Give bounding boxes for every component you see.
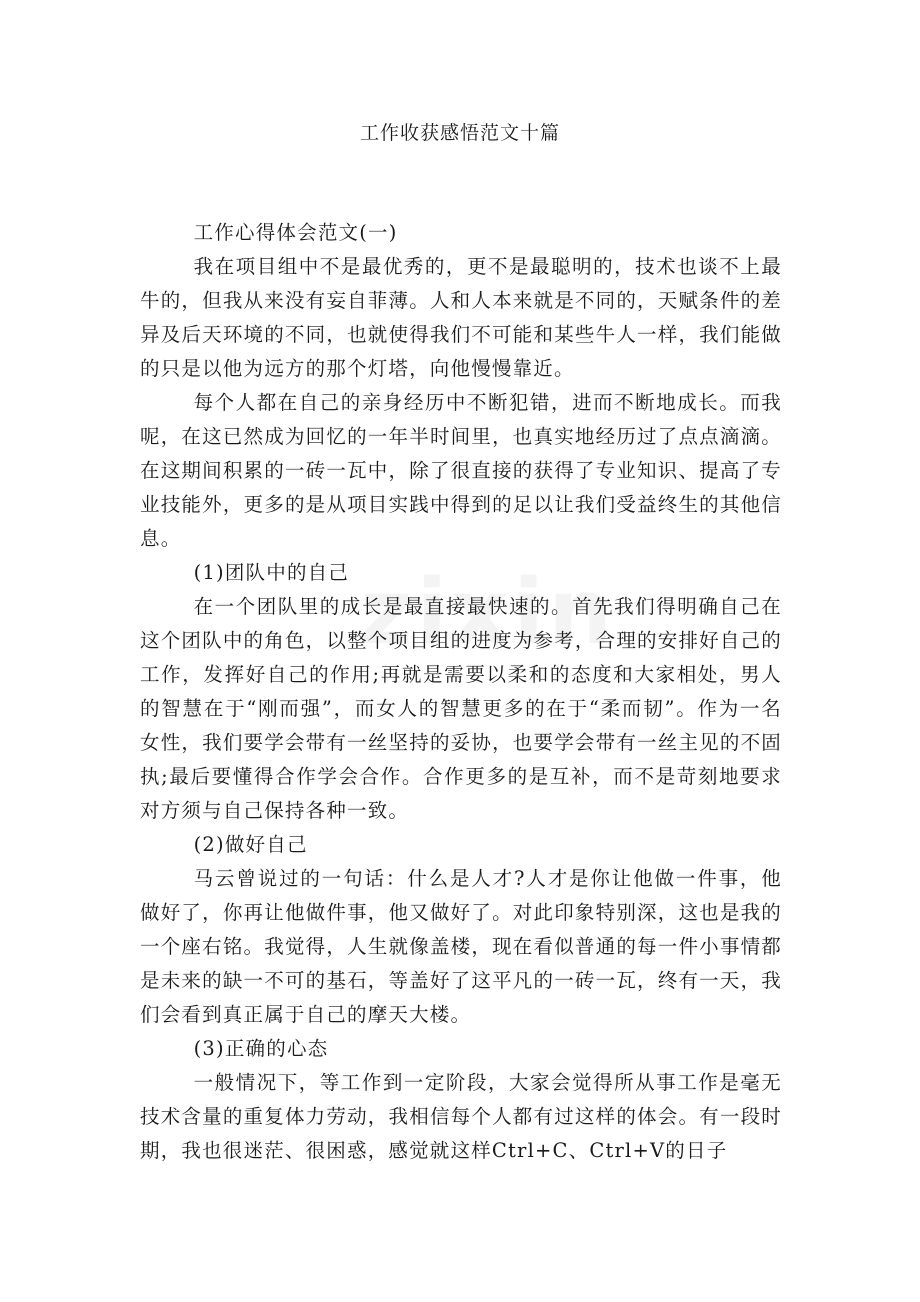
paragraph-4: 马云曾说过的一句话：什么是人才?人才是你让他做一件事，他做好了，你再让他做件事，他又做好了。对此印象特别深，这也是我的一个座右铭。我觉得，人生就像盖楼，现在看似普通的每一件小事情都是未来的缺一不可的基石，等盖好了这平凡的一砖一瓦，终有一天，我们会看到真正属于自己的摩天大楼。: [140, 867, 782, 1026]
paragraph-1: 我在项目组中不是最优秀的，更不是最聪明的，技术也谈不上最牛的，但我从来没有妄自菲薄。人和人本来就是不同的，天赋条件的差异及后天环境的不同，也就使得我们不可能和某些牛人一样，我们能做的只是以他为远方的那个灯塔，向他慢慢靠近。: [140, 255, 782, 380]
document-title: 工作收获感悟范文十篇: [359, 122, 560, 144]
section-title: 工作心得体会范文(一): [193, 221, 398, 244]
subheading-self: (2)做好自己: [193, 833, 308, 856]
document-body: [140, 216, 782, 1168]
paragraph-5: 一般情况下，等工作到一定阶段，大家会觉得所从事工作是毫无技术含量的重复体力劳动，我相信每个人都有过这样的体会。有一段时期，我也很迷茫、很困惑，感觉就这样Ctrl+C、Ctrl+V的日子: [140, 1071, 782, 1162]
subheading-mindset: (3)正确的心态: [193, 1037, 329, 1060]
paragraph-3: 在一个团队里的成长是最直接最快速的。首先我们得明确自己在这个团队中的角色，以整个项目组的进度为参考，合理的安排好自己的工作，发挥好自己的作用;再就是需要以柔和的态度和大家相处，男人的智慧在于“刚而强”，而女人的智慧更多的在于“柔而韧”。作为一名女性，我们要学会带有一丝坚持的妥协，也要学会带有一丝主见的不固执;最后要懂得合作学会合作。合作更多的是互补，而不是苛刻地要求对方须与自己保持各种一致。: [140, 595, 782, 822]
subheading-team: (1)团队中的自己: [193, 561, 350, 584]
paragraph-2: 每个人都在自己的亲身经历中不断犯错，进而不断地成长。而我呢，在这已然成为回忆的一年半时间里，也真实地经历过了点点滴滴。在这期间积累的一砖一瓦中，除了很直接的获得了专业知识、提高了专业技能外，更多的是从项目实践中得到的足以让我们受益终生的其他信息。: [140, 391, 782, 550]
